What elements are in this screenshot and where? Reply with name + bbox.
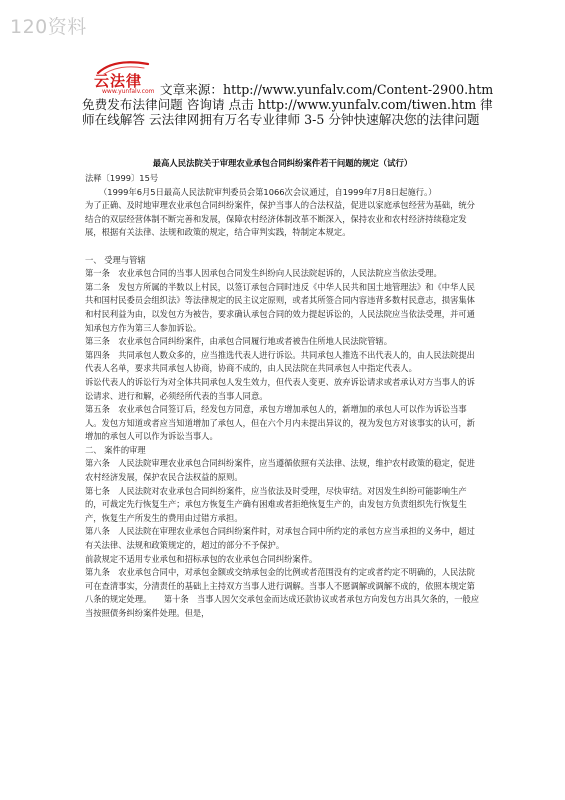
blank-line bbox=[85, 240, 481, 254]
document-paragraph: 第三条 农业承包合同纠纷案件，由承包合同履行地或者被告住所地人民法院管辖。 bbox=[85, 336, 392, 347]
document-paragraph: 二、 案件的审理 bbox=[85, 444, 146, 455]
source-text-2: 律师在线解答 云法律网拥有万名专业律师 3-5 分钟快速解决您的法律问题 bbox=[82, 97, 493, 128]
document-paragraph: 一、 受理与管辖 bbox=[85, 254, 146, 265]
document-paragraph: 诉讼代表人的诉讼行为对全体共同承包人发生效力，但代表人变更、放弃诉讼请求或者承认对方当事人的诉讼请求、进行和解，必须经所代表的当事人同意。 bbox=[85, 376, 475, 401]
logo-url: www.yunfalv.com bbox=[102, 88, 155, 95]
watermark: 120资料 bbox=[10, 16, 87, 38]
source-text-1: 免费发布法律问题 咨询请 点击 bbox=[82, 97, 258, 113]
document-paragraph: 第八条 人民法院在审理农业承包合同纠纷案件时，对承包合同中所约定的承包方应当承担的义务中，超过有关法律、法规和政策规定的，超过的部分不予保护。 bbox=[85, 526, 475, 551]
document-paragraph: 前款规定不适用专业承包和招标承包的农业承包合同纠纷案件。 bbox=[85, 553, 318, 564]
document-paragraph: （1999年6月5日最高人民法院审判委员会第1066次会议通过，自1999年7月8日起施行。） bbox=[99, 186, 437, 197]
document-paragraph: 第九条 农业承包合同中，对承包金额或交纳承包金的比例或者范围没有约定或者约定不明确的，人民法院可在查清事实，分清责任的基础上主持双方当事人进行调解。当事人不愿调解或调解不成的，依照本规定第八条的规定处理。 第十条 当事人因欠交承包金而达成还款协议或者承包方向发包方出具欠条的，一般应当按照债务纠纷案件处理。但是， bbox=[85, 567, 480, 618]
logo-text: 云法律 bbox=[94, 72, 143, 90]
document-paragraph: 第五条 农业承包合同签订后，经发包方同意，承包方增加承包人的，新增加的承包人可以作为诉讼当事人。发包方知道或者应当知道增加了承包人，但在六个月内未提出异议的，视为发包方对该事实的认可，新增加的承包人可以作为诉讼当事人。 bbox=[85, 404, 475, 442]
source-link[interactable]: http://www.yunfalv.com/Content-2900.htm bbox=[222, 82, 494, 97]
document-body bbox=[85, 172, 481, 621]
document-paragraph: 第六条 人民法院审理农业承包合同纠纷案件，应当遵循依照有关法律、法规，维护农村政策的稳定，促进农村经济发展，保护农民合法权益的原则。 bbox=[85, 458, 475, 483]
ask-link[interactable]: http://www.yunfalv.com/tiwen.htm bbox=[257, 97, 477, 113]
document-number: 法释〔1999〕15号 bbox=[85, 173, 159, 183]
document-paragraph: 第四条 共同承包人数众多的，应当推选代表人进行诉讼。共同承包人推选不出代表人的，由人民法院提出代表人名单，要求共同承包人协商，协商不成的，由人民法院在共同承包人中指定代表人。 bbox=[85, 349, 475, 374]
document-title: 最高人民法院关于审理农业承包合同纠纷案件若干问题的规定（试行） bbox=[152, 158, 413, 168]
document-paragraph: 为了正确、及时地审理农业承包合同纠纷案件，保护当事人的合法权益，促进以家庭承包经营为基础，统分结合的双层经营体制不断完善和发展，保障农村经济体制改革不断深入，保持农业和农村经济持续稳定发展，根据有关法律、法规和政策的规定，结合审判实践，特制定本规定。 bbox=[85, 200, 475, 238]
document-paragraph: 第一条 农业承包合同的当事人因承包合同发生纠纷向人民法院起诉的，人民法院应当依法受理。 bbox=[85, 268, 442, 279]
source-notice bbox=[82, 82, 500, 128]
document-paragraph: 第二条 发包方所属的半数以上村民，以签订承包合同时违反《中华人民共和国土地管理法》和《中华人民共和国村民委员会组织法》等法律规定的民主议定原则，或者其所签合同内容违背多数村民意志，损害集体和村民利益为由，以发包方为被告，要求确认承包合同的效力提起诉讼的，人民法院应当依法受理，并可通知承包方作为第三人参加诉讼。 bbox=[85, 281, 475, 333]
source-label: 文章来源： bbox=[160, 82, 223, 97]
document-paragraph: 第七条 人民法院对农业承包合同纠纷案件，应当依法及时受理，尽快审结。对因发生纠纷可能影响生产的，可裁定先行恢复生产；承包方恢复生产确有困难或者拒绝恢复生产的，由发包方负责组织先行恢复生产，恢复生产所发生的费用由过错方承担。 bbox=[85, 485, 467, 523]
